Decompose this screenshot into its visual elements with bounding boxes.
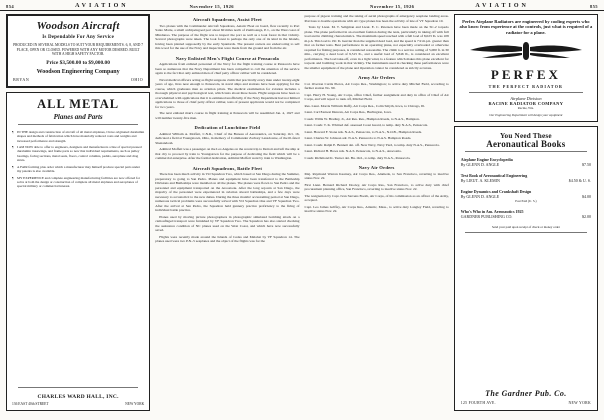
order-entry: Maj. Raymond Warren Kearney, Air Corps Res., Alameda, to San Francisco, reverting to inactive status Nov. 22. (304, 171, 449, 180)
book-title: Airplane Engine Encyclopedia (460, 157, 513, 162)
perfex-footnote: Our Engineering Department will design your equipment (489, 112, 563, 117)
order-entry: Coudr. Willis W. Bradley, Jr., Air Res. Res., Hampton Roads, to N.A.S., Hampton. (304, 116, 420, 121)
book-item (461, 209, 591, 219)
column-layout (0, 11, 604, 415)
ward-hall-city: NEW YORK (125, 402, 145, 406)
article-paragraph: The next enlisted man's course in flight training at Pensacola will be assembled Jan. 4, 1927 and will number twenty-five men. (155, 111, 300, 120)
publication-title-right: AVIATION (475, 3, 529, 9)
article-paragraph: There has been much activity in VO Squadron Two, which based at San Diego during the Summer, preparatory to going to San Pedro. Planes and equipment have been transferred to the Battleship Divisions and Battleships were installed on all the planes. The planes were flown to San Pedro and the personnel and equipment transported on the Aroostook. After the long sojourn at San Diego, the majority of the personnel were experienced in aviation aboard battleships, and a few days were necessary to accustom it to the new duties. During the three months' accustoming period at San Diego, numerous tactical problems were successfully solved with VO Squadron One and VF Squadron Two. After the arrival at San Pedro, the Squadron held gunnery practice proficiency to the firing of individual battle practice. (155, 172, 300, 212)
all-metal-headline: ALL METAL (37, 96, 120, 111)
gardner-city: NEW YORK (568, 401, 591, 405)
article-paragraph: Flights were recently made around the Islands of Cedes and Malabat by VF Squadron 14. The planes used were two P.N.-5 seaplanes and the object of the flights was for the (155, 234, 300, 243)
book-price: $7.50 (582, 162, 591, 167)
heading-dedication-lunchtime-field: Dedication of Lunchtime Field (194, 125, 261, 130)
perfex-radiator-ad (454, 14, 598, 122)
article-paragraph: Applications from enlisted personnel of the Navy for the flight training course at Pensacola have been so numerous that the Navy Department has been compelled to call the attention of the service again to the fact that only enlisted men of chief petty officer caliber will be considered. (155, 62, 300, 75)
heading-aircraft-squadrons-asiatic: Aircraft Squadrons, Assist Fleet (192, 17, 262, 22)
page-number-right: 855 (589, 4, 598, 9)
order-entry: Lieut. Charles W. Johnson adr. N.A.S. Pensacola to N.A.S. Hampton Roads. (304, 136, 412, 140)
article-paragraph: Naval medical officers acting as flight surgeons claim that practically every man under twenty-eight years of age, lives near enough to Pensacola, in naval ships and stations have been applying for the course, which graduates men as aviation pilots. The medical examination for aviation includes a thorough physical and psychological test, which lasts about three hours. Flight surgeons have been so overwhelmed with applications that it is estimated unofficially, if the Navy Department had not limited applications to those of chief petty officer caliber, tests of present applicants would not be completed for two years. (155, 77, 300, 109)
article-paragraph: purpose of pigeon training and the taking of aerial photographs of emergency seaplane landing areas. Previous to hostile operations with AC type planes has been the activity of late of VT Squadron 10. (304, 14, 449, 23)
article-paragraph: Two planes with the Commander Aircraft Squadrons, Asiatic Fleet on board, flew recently to Port Santo Marie, a small archipelagoed port about 60 miles north of Zamboanga, P. I., on the West coast of Mindanao. The purpose of the flight was to inspect the port as well as a look forest in that vicinity. Several photographs were taken. The look forest is perhaps the only one of its kind in the Islands, having been planted supposedly by the early Spaniards. The present owners are endeavoring to sell this wood for the use of the Navy and inspection were made from the ground and from the air. (155, 23, 300, 50)
woodson-ad-city: BRYAN (13, 76, 30, 82)
book-title: Engine Dynamics and Crankshaft Design (460, 189, 532, 194)
page-header (0, 0, 604, 11)
books-headline: Aeronautical Books (486, 138, 566, 149)
book-price: $4.50 & U. S. (568, 178, 591, 183)
column-2-news (155, 14, 299, 415)
order-entry: Col. Overton Curtis Pierce, Air Corps Res., Washington; to active duty Mitchel Field, according to further station No. 90. (304, 81, 449, 90)
ward-hall-street: 136 EAST 40th STREET (12, 402, 49, 406)
book-title: Text Book of Aeronautical Engineering (460, 173, 528, 178)
perfex-division: Airplane Division (510, 95, 542, 101)
charles-ward-hall-ad (6, 92, 150, 411)
column-4-advertisements (454, 14, 598, 415)
order-entry: Coudr. Richmond K. Turner det. Bu. Ord., to temp. duty N.A.S., Pensacola. (304, 155, 411, 160)
perfex-headline: Perfex Airplane Radiators are engineered by cooling experts who also know from experience at the controls, just what is required of a radiator for a plane. (459, 19, 593, 35)
woodson-aircraft-ad (6, 14, 150, 88)
all-metal-subhead: Planes and Parts (53, 112, 103, 121)
book-byline: By LIEUT. A. KLEMIN (460, 178, 500, 183)
page-number-left: 854 (6, 4, 15, 9)
issue-date-left: November 15, 1926 (189, 4, 234, 9)
books-eyebrow: You Need These (499, 131, 552, 140)
column-3-news (305, 14, 449, 415)
order-entry: First Lieut. Bernard Richard Dooley, Air Corps Res., San Francisco, to active duty with chief procurement planning office, San Francisco, reverting to inactive status Nov. 22. (304, 182, 449, 191)
order-entry: Res. Lieut. Morris Willrum Duffy, Air Corps Res., Colin Smyth, Iowa, to Chicago, Ill. (304, 103, 426, 108)
woodson-ad-subtitle: Is Dependable For Any Service (42, 35, 115, 40)
book-byline: By GLENN D. ANGLE (460, 194, 500, 199)
book-price: $4.00 (582, 194, 591, 199)
heading-army-air-orders: Army Air Orders (358, 75, 396, 80)
article-paragraph: Tests by Lieut. M. T. Seligman and Lieut. E. C. Petersen have been made on the SC-2 torpedo plane. The plane performed in an excellent fashion during the tests, particularly in taking off with full load and in climbing characteristics. The maximum speed reached with a full load of 8,023 lb. was 108 m.p.h. This load is 191 lb. heavier than the supplied dead load, and the speed is 7.9 m.p.h. greater than that on former tests. Best performance in an operating plane, not especially overloaded or otherwise required for fishing purposes, is considered reasonable. The climb to a service ceiling of 5,000 ft. in 30 min., carrying a dead load of 9,515 lb., and a useful load of 5,846 lb., is considered an excellent performance. The load take-off, even in a light wind, is a feature which makes this plane excellent for torpedo and bombing work in that vicinity. The instruments used in checking these performances were the smaller equipment of the plane and Operation cannot be considered as strictly accurate. (304, 25, 449, 70)
all-metal-bullet: ¶ I AM NOW able to offer to engineers, designers and manufacturers a line of special pressed duralumin trusswings, and frame parts so new that individual requirements, such as pulley bearings, facing sections, metal seats, floors, control columns, pedals, aeroplane and drag struts. (12, 145, 144, 162)
perfex-wing-emblem (459, 38, 593, 64)
publication-title-left: AVIATION (75, 3, 129, 9)
perfex-company: RACINE RADIATOR COMPANY (488, 100, 564, 106)
ward-hall-company: CHARLES WARD HALL, INC. (37, 394, 119, 400)
order-entry: Lieut. Howard F. Stone nds. N.A.S., Pensacola, to N.A.S., N.O.B., Hampton Roads. (304, 129, 423, 134)
book-byline: By GLENN D. ANGLE (460, 162, 500, 167)
books-post-paid-note: Post Paid (U. S.) (515, 199, 537, 203)
all-metal-bullet: ¶ IN THE design and construction of aircraft of all metal airplanes, I have originated duralumin shapes and methods of fabrication which have materially reduced costs and weights and increased performance and strength. (12, 130, 144, 143)
article-paragraph: Admiral Moffett was a passenger on the Los Angeles on the recent trip to Detroit and left the ship at that city to proceed by train to Youngstown for the purpose of dedicating the field which will be a commercial enterprise. After the formal dedication, Admiral Moffett went by train to Washington. (155, 147, 300, 160)
order-entry: Lieut. Coudr. T. K. Whitred def. assessed Coast Guard, to temp. duty N.A.S., Pensacola. (304, 123, 429, 127)
heading-navy-enlisted-flight-course: Navy Enlisted Men's Flight Course at Pensacola (175, 55, 280, 61)
order-entry: Lieut. Carl Earnest Duncan, Air Corps Res., Burlington, Iowa. (304, 110, 392, 114)
heading-aircraft-squadrons-battle-fleet: Aircraft Squadrons, Battle Fleet (192, 165, 263, 171)
gardner-street: 125 FOURTH AVE. (460, 401, 496, 405)
woodson-ad-state: OHIO (130, 76, 144, 82)
order-entry: The resignation by Capt. Ivan Stevens Booth, Air Corps, of his commission as an officer of the Army, accepted. (304, 193, 449, 202)
perfex-brand-word: PERFEX (490, 67, 561, 83)
order-entry: Capt. Leo James Griffey, Air Corps Res., Atlantic, Mass., to active duty Langley Field, reverting to inactive status Nov. 22. (304, 204, 449, 213)
book-title: Who's Who in Am. Aeronautics 1925 (460, 209, 524, 214)
woodson-ad-price: Price $3,500.00 to $9,000.00 (46, 59, 110, 66)
order-entry: Lieut. Richard H. Howe nds. N.A.S. Pensacola, to N.A.S., Anacostia. (304, 149, 402, 153)
order-entry: Capt. Harry H. Young, Air Corps, office Chief, further assignment and duty in office of Chief of Air Corps, and will report to rank off, Mitchel Field. (304, 92, 449, 101)
book-item (461, 157, 591, 167)
article-paragraph: Planes used by moving picture photographers in photographic simulated bombing attack on a camouflaged transport were furnished by VF Squadron Two. The Squadron has also started checking the assistance condition of NC planes used on the West Coast, and which have now successfully saved. (155, 214, 300, 232)
book-item (461, 189, 591, 203)
gardner-books-ad (454, 126, 598, 411)
book-item (461, 173, 591, 183)
gardner-publisher-name: The Gardner Pub. Co. (485, 389, 567, 398)
woodson-ad-title: Woodson Aircraft (36, 20, 120, 32)
heading-navy-air-orders: Navy Air Orders (358, 165, 395, 170)
book-byline: GARDNER PUBLISHING CO. (460, 214, 513, 219)
all-metal-bullet: ¶ A FAIR forming plus order which a manufacturer may himself produce special parts under my patents is also available. (12, 165, 144, 173)
article-paragraph: Admiral William A. Moffett, C.N.R., Chief of the Bureau of Aeronautics, on Saturday, Oct. 16, dedicated a field at Youngstown, Ohio, in memory of Commander Zachary Lansdowne, of the ill-fated Shenandoah. (155, 131, 300, 145)
woodson-ad-company: Woodson Engineering Company (36, 68, 120, 75)
order-entry: Lieut. Coudr. Ralph E. Bennett det. off. New Navy, Navy Yard, to temp. duty N.A.S., Pensacola. (304, 142, 440, 147)
woodson-ad-body: PRODUCED IN SEVERAL MODELS TO SUIT YOUR REQUIREMENTS. 6, 8, AND 7 PLACE, OPEN OR CLOSED. POWERED WITH ANY MOTOR DESIRED. BUILT WITH A HIGH SAFETY FACTOR. (13, 43, 144, 57)
issue-date-right: November 15, 1926 (370, 4, 415, 9)
all-metal-bullet: ¶ MY EXPERIENCE and complete engineering manufacturing facilities are now offered for solve at both the design or construction of complete all metal airplanes and aeroplanes of special military or commercial interest. (12, 176, 144, 189)
book-price: $2.00 (582, 214, 591, 219)
perfex-tagline: THE PERFECT RADIATOR (488, 84, 564, 90)
books-order-note: Send your paid upon receipt of check or money order (491, 225, 560, 229)
column-1-advertisements (6, 14, 150, 415)
perfex-city: Racine, Wis. (517, 105, 534, 110)
all-metal-bullets (12, 130, 144, 190)
